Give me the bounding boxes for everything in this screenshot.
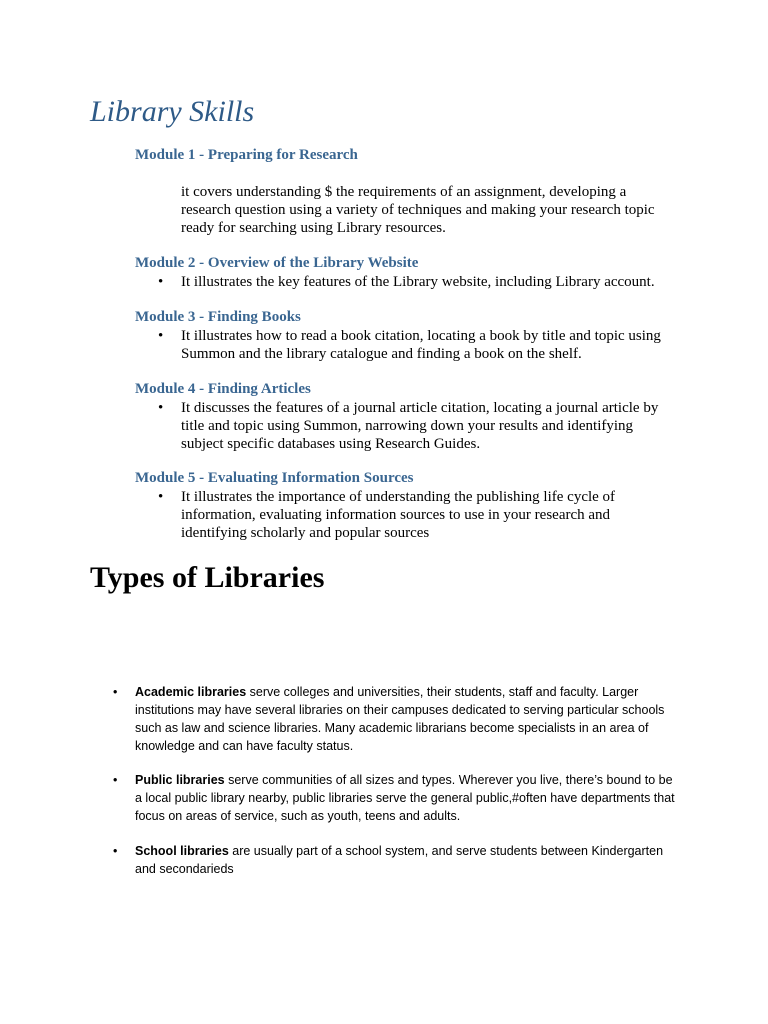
module-2-heading: Module 2 - Overview of the Library Website — [135, 255, 419, 271]
module-1-heading: Module 1 - Preparing for Research — [135, 147, 358, 163]
library-type-text: are usually part of a school system, and serve students between Kindergarten and secondarieds — [135, 844, 664, 876]
module-5-heading: Module 5 - Evaluating Information Sources — [135, 470, 414, 486]
library-type-text: serve colleges and universities, their students, staff and faculty. Larger institutions may have several libraries on their campuses dedicated to serving particular schools such as law and science libraries. Many academic librarians become specialists in an area of knowledge and can have faculty status. — [135, 685, 665, 753]
module-3-heading: Module 3 - Finding Books — [135, 309, 301, 325]
bullet: • — [113, 773, 118, 787]
bullet: • — [158, 328, 164, 344]
bullet: • — [158, 489, 164, 505]
bullet: • — [158, 274, 164, 290]
types-heading: Types of Libraries — [90, 561, 325, 594]
bullet: • — [158, 400, 164, 416]
module-5-text: It illustrates the importance of understanding the publishing life cycle of information, evaluating information sources to use in your research and identifying scholarly and popular sources — [181, 489, 616, 541]
bullet: • — [113, 844, 118, 858]
page-title: Library Skills — [90, 95, 255, 128]
module-4-text: It discusses the features of a journal article citation, locating a journal article by title and topic using Summon, narrowing down your results and identifying subject specific databases using Research Guides. — [181, 400, 659, 452]
library-type-term: Public libraries — [135, 773, 225, 787]
module-4-heading: Module 4 - Finding Articles — [135, 381, 311, 397]
library-type-item — [135, 771, 680, 825]
library-type-item — [135, 683, 680, 755]
bullet: • — [113, 685, 118, 699]
module-3-text: It illustrates how to read a book citation, locating a book by title and topic using Summon and the library catalogue and finding a book on the shelf. — [181, 328, 661, 362]
module-2-text: It illustrates the key features of the Library website, including Library account. — [181, 274, 655, 290]
library-type-term: Academic libraries — [135, 685, 247, 699]
module-1-text: it covers understanding $ the requirements of an assignment, developing a research question using a variety of techniques and making your research topic ready for searching using Library resources. — [181, 184, 655, 236]
library-type-term: School libraries — [135, 844, 229, 858]
library-type-item — [135, 842, 680, 878]
library-type-text: serve communities of all sizes and types. Wherever you live, there’s bound to be a local public library nearby, public libraries serve the general public,#often have departments that focus on areas of service, such as youth, teens and adults. — [135, 773, 675, 823]
